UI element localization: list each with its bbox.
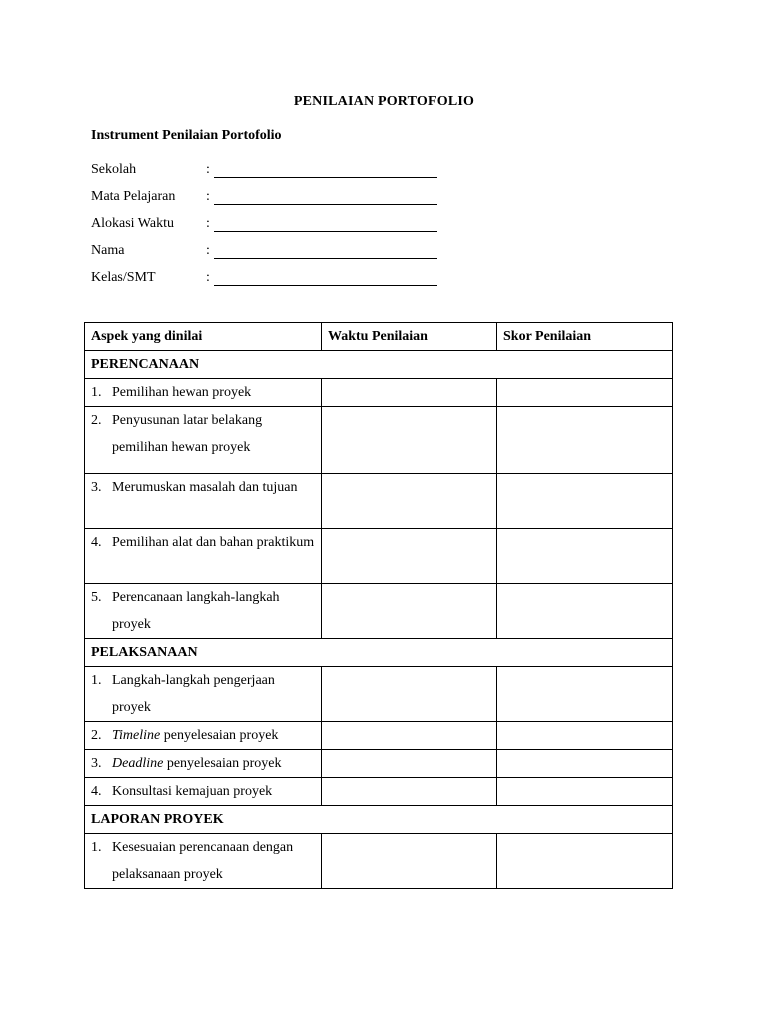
skor-cell[interactable] — [497, 529, 673, 584]
aspect-cell — [85, 750, 322, 778]
skor-cell[interactable] — [497, 667, 673, 722]
item-number: 2. — [91, 413, 102, 428]
waktu-cell[interactable] — [322, 379, 497, 407]
item-text — [112, 750, 315, 777]
item-number: 2. — [91, 728, 102, 743]
waktu-cell[interactable] — [322, 722, 497, 750]
field-sekolah — [91, 162, 451, 189]
item-text: Langkah-langkah pengerjaan proyek — [112, 673, 275, 715]
field-alokasi-waktu — [91, 216, 451, 243]
instrument-subtitle: Instrument Penilaian Portofolio — [91, 128, 282, 143]
aspect-cell — [85, 834, 322, 889]
item-text-italic: Deadline — [112, 756, 164, 771]
item-number: 4. — [91, 535, 102, 550]
section-heading: PERENCANAAN — [85, 351, 673, 379]
column-header-aspek: Aspek yang dinilai — [85, 323, 322, 351]
field-colon: : — [206, 216, 210, 231]
field-label: Alokasi Waktu — [91, 216, 174, 231]
skor-cell[interactable] — [497, 778, 673, 806]
waktu-cell[interactable] — [322, 474, 497, 529]
field-mata-pelajaran — [91, 189, 451, 216]
field-kelas-smt — [91, 270, 451, 297]
waktu-cell[interactable] — [322, 667, 497, 722]
aspect-cell — [85, 584, 322, 639]
field-colon: : — [206, 270, 210, 285]
item-number: 1. — [91, 385, 102, 400]
item-number: 3. — [91, 756, 102, 771]
waktu-cell[interactable] — [322, 750, 497, 778]
item-text: Konsultasi kemajuan proyek — [112, 784, 273, 799]
skor-cell[interactable] — [497, 379, 673, 407]
aspect-cell — [85, 667, 322, 722]
waktu-cell[interactable] — [322, 584, 497, 639]
table-row — [85, 407, 673, 474]
table-row — [85, 379, 673, 407]
item-text-rest: penyelesaian proyek — [160, 728, 279, 743]
item-number: 3. — [91, 480, 102, 495]
skor-cell[interactable] — [497, 407, 673, 474]
waktu-cell[interactable] — [322, 834, 497, 889]
item-text: Perencanaan langkah-langkah proyek — [112, 590, 280, 632]
field-label: Sekolah — [91, 162, 137, 177]
item-text: Merumuskan masalah dan tujuan — [112, 480, 298, 495]
table-row — [85, 750, 673, 778]
aspect-cell — [85, 778, 322, 806]
fill-in-line[interactable] — [214, 204, 437, 205]
item-text: Pemilihan hewan proyek — [112, 385, 252, 400]
field-colon: : — [206, 243, 210, 258]
item-text-rest: penyelesaian proyek — [163, 756, 282, 771]
table-row — [85, 529, 673, 584]
fill-in-line[interactable] — [214, 231, 437, 232]
aspect-cell — [85, 474, 322, 529]
item-text — [112, 722, 315, 749]
field-label: Mata Pelajaran — [91, 189, 176, 204]
skor-cell[interactable] — [497, 584, 673, 639]
assessment-table — [84, 322, 673, 889]
waktu-cell[interactable] — [322, 778, 497, 806]
section-heading: LAPORAN PROYEK — [85, 806, 673, 834]
table-row — [85, 778, 673, 806]
item-text: Penyusunan latar belakang pemilihan hewan proyek — [112, 413, 263, 455]
section-row-laporan-proyek — [85, 806, 673, 834]
section-heading: PELAKSANAAN — [85, 639, 673, 667]
field-label: Nama — [91, 243, 125, 258]
item-number: 5. — [91, 590, 102, 605]
page-title: PENILAIAN PORTOFOLIO — [293, 94, 475, 109]
skor-cell[interactable] — [497, 834, 673, 889]
item-number: 1. — [91, 840, 102, 855]
item-number: 1. — [91, 673, 102, 688]
aspect-cell — [85, 379, 322, 407]
skor-cell[interactable] — [497, 750, 673, 778]
table-row — [85, 722, 673, 750]
identity-fields — [91, 162, 451, 297]
column-header-skor: Skor Penilaian — [497, 323, 673, 351]
fill-in-line[interactable] — [214, 258, 437, 259]
table-row — [85, 474, 673, 529]
fill-in-line[interactable] — [214, 177, 437, 178]
skor-cell[interactable] — [497, 474, 673, 529]
field-nama — [91, 243, 451, 270]
table-row — [85, 667, 673, 722]
aspect-cell — [85, 722, 322, 750]
table-row — [85, 584, 673, 639]
item-text: Pemilihan alat dan bahan praktikum — [112, 535, 315, 550]
aspect-cell — [85, 529, 322, 584]
item-text: Kesesuaian perencanaan dengan pelaksanaan proyek — [112, 840, 294, 882]
skor-cell[interactable] — [497, 722, 673, 750]
item-text-italic: Timeline — [112, 728, 161, 743]
field-colon: : — [206, 162, 210, 177]
waktu-cell[interactable] — [322, 407, 497, 474]
field-colon: : — [206, 189, 210, 204]
table-row — [85, 834, 673, 889]
section-row-perencanaan — [85, 351, 673, 379]
waktu-cell[interactable] — [322, 529, 497, 584]
column-header-waktu: Waktu Penilaian — [322, 323, 497, 351]
aspect-cell — [85, 407, 322, 474]
item-number: 4. — [91, 784, 102, 799]
section-row-pelaksanaan — [85, 639, 673, 667]
fill-in-line[interactable] — [214, 285, 437, 286]
field-label: Kelas/SMT — [91, 270, 156, 285]
table-header-row — [85, 323, 673, 351]
